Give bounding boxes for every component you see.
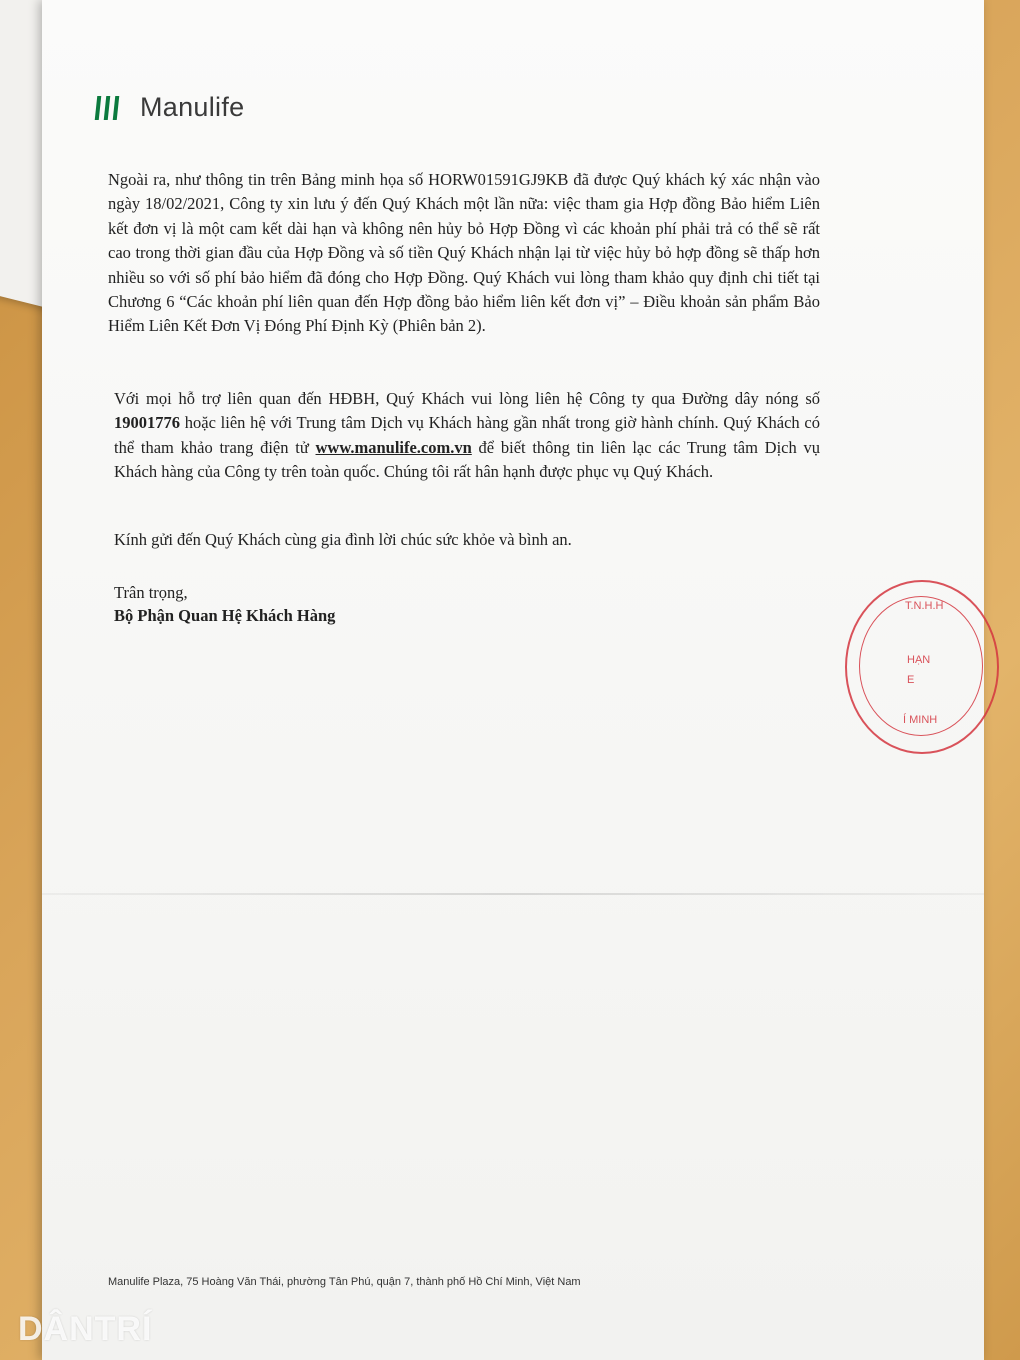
contact-text-b: hoặc liên hệ với Trung tâm Dịch vụ Khách hàng gần nhất trong giờ hành chính. Quý Khách có thể tham khảo trang điện tử — [114, 413, 820, 457]
paragraph-contact-info — [114, 387, 820, 485]
hotline-number: 19001776 — [114, 413, 180, 433]
signature-department: Bộ Phận Quan Hệ Khách Hàng — [114, 606, 336, 625]
stamp-text-1: T.N.H.H — [905, 600, 944, 612]
paragraph-wishes: Kính gửi đến Quý Khách cùng gia đình lời chúc sức khỏe và bình an. — [114, 530, 572, 549]
dantri-watermark: DÂNTRÍ — [18, 1310, 153, 1348]
brand-name: Manulife — [140, 92, 245, 122]
company-stamp — [845, 580, 999, 754]
contact-text-a: Với mọi hỗ trợ liên quan đến HĐBH, Quý Khách vui lòng liên hệ Công ty qua Đường dây nóng số — [114, 389, 820, 408]
manulife-logo-icon — [96, 96, 118, 120]
company-address-footer: Manulife Plaza, 75 Hoàng Văn Thái, phường Tân Phú, quận 7, thành phố Hồ Chí Minh, Việt Nam — [108, 1276, 581, 1288]
contact-text-c: để biết thông tin liên lạc các Trung tâm Dịch vụ Khách hàng của Công ty trên toàn quốc. Chúng tôi rất hân hạnh được phục vụ Quý Khách. — [114, 437, 820, 482]
stamp-text-4: Í MINH — [903, 714, 938, 726]
paragraph-cancellation-notice: Ngoài ra, như thông tin trên Bảng minh họa số HORW01591GJ9KB đã được Quý khách ký xác nhận vào ngày 18/02/2021, Công ty xin lưu ý đến Quý Khách một lần nữa: việc tham gia Hợp đồng Bảo hiểm Liên kết đơn vị là một cam kết dài hạn và không nên hủy bỏ Hợp Đồng vì các khoản phí phải trả có thể sẽ rất cao trong thời gian đầu của Hợp Đồng và số tiền Quý Khách nhận lại từ việc hủy bỏ hợp đồng sẽ thấp hơn nhiều so với số phí bảo hiểm đã đóng cho Hợp Đồng. Quý Khách vui lòng tham khảo quy định chi tiết tại Chương 6 “Các khoản phí liên quan đến Hợp đồng bảo hiểm liên kết đơn vị” – Điều khoản sản phẩm Bảo Hiểm Liên Kết Đơn Vị Đóng Phí Định Kỳ (Phiên bản 2). — [108, 170, 820, 336]
stamp-text-2: HẠN — [907, 654, 931, 666]
paper-fold-line — [42, 893, 984, 895]
manulife-logo — [96, 92, 244, 123]
closing-line: Trân trọng, — [114, 583, 188, 602]
stamp-text-3: E — [907, 674, 915, 686]
website-link[interactable]: www.manulife.com.vn — [315, 437, 472, 457]
